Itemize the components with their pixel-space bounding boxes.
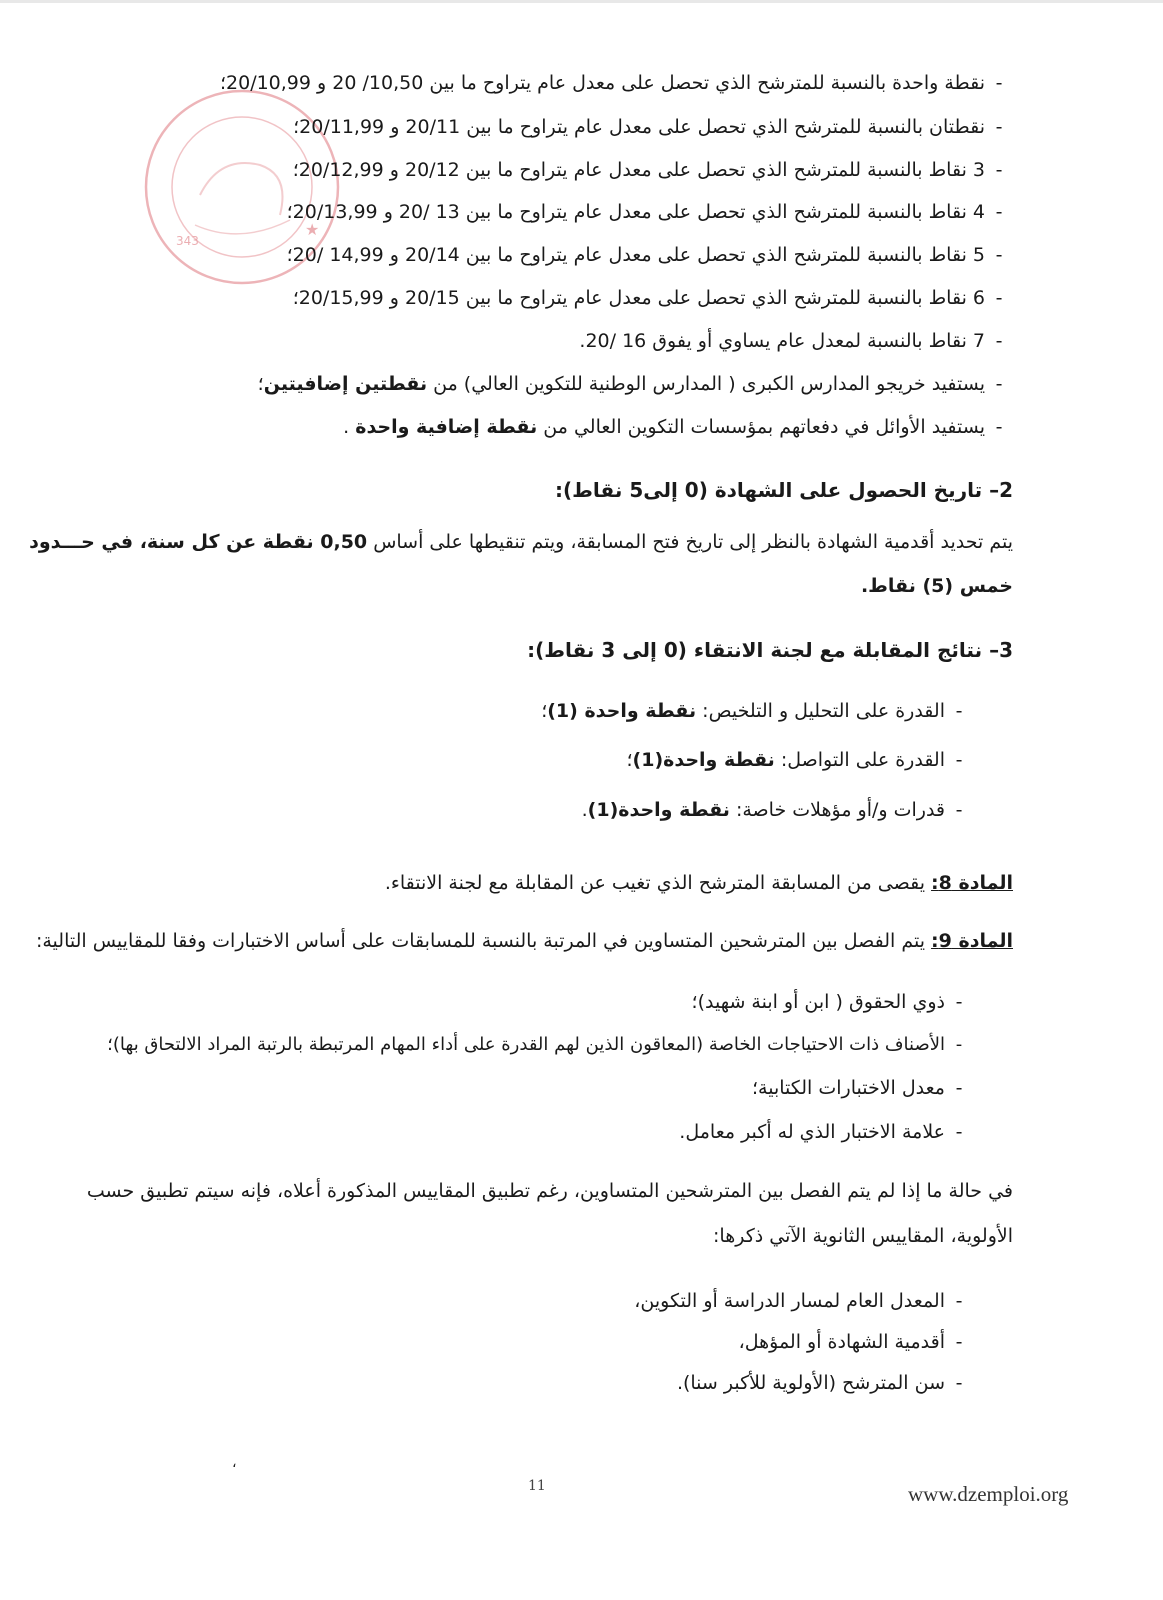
score-line-1: -نقطة واحدة بالنسبة للمترشح الذي تحصل على معدل عام يتراوح ما بين 10,50/ 20 و 20/10,99؛ (220, 72, 1013, 94)
article-9: المادة 9: يتم الفصل بين المترشحين المتساوين في المرتبة بالنسبة للمسابقات على أساس الاختبارات وفقا للمقاييس التالية: (35, 930, 1013, 952)
bullet-dash: - (955, 1372, 963, 1394)
bullet-dash: - (955, 991, 963, 1013)
bullet-dash: - (995, 244, 1003, 266)
bullet-dash: - (955, 1077, 963, 1099)
bullet-dash: - (995, 201, 1003, 223)
section-3-heading: 3– نتائج المقابلة مع لجنة الانتقاء (0 إلى 3 نقاط): (527, 638, 1013, 662)
score-line-2: -نقطتان بالنسبة للمترشح الذي تحصل على معدل عام يتراوح ما بين 20/11 و 20/11,99؛ (293, 116, 1013, 138)
bullet-dash: - (955, 1290, 963, 1312)
bullet-dash: - (955, 1121, 963, 1143)
criteria-item-3: -معدل الاختبارات الكتابية؛ (752, 1077, 973, 1099)
secondary-criteria-item-2: -أقدمية الشهادة أو المؤهل، (739, 1331, 973, 1353)
bullet-dash: - (955, 1034, 963, 1055)
page-number: 11 (528, 1478, 546, 1494)
score-line-6: -6 نقاط بالنسبة للمترشح الذي تحصل على معدل عام يتراوح ما بين 20/15 و 20/15,99؛ (293, 287, 1013, 309)
section-2-paragraph-line-2: خمس (5) نقاط. (860, 575, 1013, 597)
section-2-heading: 2– تاريخ الحصول على الشهادة (0 إلى5 نقاط): (555, 478, 1013, 502)
bullet-dash: - (955, 700, 963, 722)
stray-mark: ، (232, 1455, 237, 1471)
score-line-5: -5 نقاط بالنسبة للمترشح الذي تحصل على معدل عام يتراوح ما بين 20/14 و 14,99 /20؛ (287, 244, 1013, 266)
bonus-line-1: -يستفيد خريجو المدارس الكبرى ( المدارس الوطنية للتكوين العالي) من نقطتين إضافيتين؛ (258, 373, 1013, 395)
bullet-dash: - (995, 159, 1003, 181)
bullet-dash: - (995, 330, 1003, 352)
article-8: المادة 8: يقصى من المسابقة المترشح الذي تغيب عن المقابلة مع لجنة الانتقاء. (384, 872, 1013, 894)
secondary-criteria-item-1: -المعدل العام لمسار الدراسة أو التكوين، (634, 1290, 973, 1312)
bullet-dash: - (995, 373, 1003, 395)
svg-text:★: ★ (305, 220, 320, 239)
bullet-dash: - (995, 416, 1003, 438)
tiebreak-paragraph-line-1: في حالة ما إذا لم يتم الفصل بين المترشحين المتساوين، رغم تطبيق المقاييس المذكورة أعلاه، فإنه سيتم تطبيق حسب (86, 1180, 1013, 1202)
svg-text:343: 343 (176, 234, 199, 248)
score-line-4: -4 نقاط بالنسبة للمترشح الذي تحصل على معدل عام يتراوح ما بين 13 /20 و 20/13,99؛ (287, 201, 1013, 223)
criteria-item-4: -علامة الاختبار الذي له أكبر معامل. (679, 1121, 973, 1143)
bullet-dash: - (955, 1331, 963, 1353)
bullet-dash: - (955, 799, 963, 821)
scan-edge (0, 0, 1163, 3)
score-line-3: -3 نقاط بالنسبة للمترشح الذي تحصل على معدل عام يتراوح ما بين 20/12 و 20/12,99؛ (293, 159, 1013, 181)
section-2-paragraph-line-1: يتم تحديد أقدمية الشهادة بالنظر إلى تاريخ فتح المسابقة، ويتم تنقيطها على أساس 0,50 نقطة عن كل سنة، في حـــدود (29, 531, 1013, 553)
bullet-dash: - (995, 72, 1003, 94)
bullet-dash: - (955, 749, 963, 771)
website-link[interactable]: www.dzemploi.org (908, 1482, 1069, 1506)
bullet-dash: - (995, 116, 1003, 138)
interview-item-2: -القدرة على التواصل: نقطة واحدة(1)؛ (626, 749, 973, 771)
tiebreak-paragraph-line-2: الأولوية، المقاييس الثانوية الآتي ذكرها: (713, 1225, 1013, 1247)
bullet-dash: - (995, 287, 1003, 309)
criteria-item-1: -ذوي الحقوق ( ابن أو ابنة شهيد)؛ (692, 991, 973, 1013)
score-line-7: -7 نقاط بالنسبة لمعدل عام يساوي أو يفوق 16 /20. (579, 330, 1013, 352)
bonus-line-2: -يستفيد الأوائل في دفعاتهم بمؤسسات التكوين العالي من نقطة إضافية واحدة . (343, 416, 1013, 438)
interview-item-1: -القدرة على التحليل و التلخيص: نقطة واحدة (1)؛ (541, 700, 973, 722)
criteria-item-2: -الأصناف ذات الاحتياجات الخاصة (المعاقون الذين لهم القدرة على أداء المهام المرتبطة بالرتبة المراد الالتحاق بها)؛ (107, 1034, 973, 1055)
interview-item-3: -قدرات و/أو مؤهلات خاصة: نقطة واحدة(1). (582, 799, 973, 821)
secondary-criteria-item-3: -سن المترشح (الأولوية للأكبر سنا). (677, 1372, 973, 1394)
